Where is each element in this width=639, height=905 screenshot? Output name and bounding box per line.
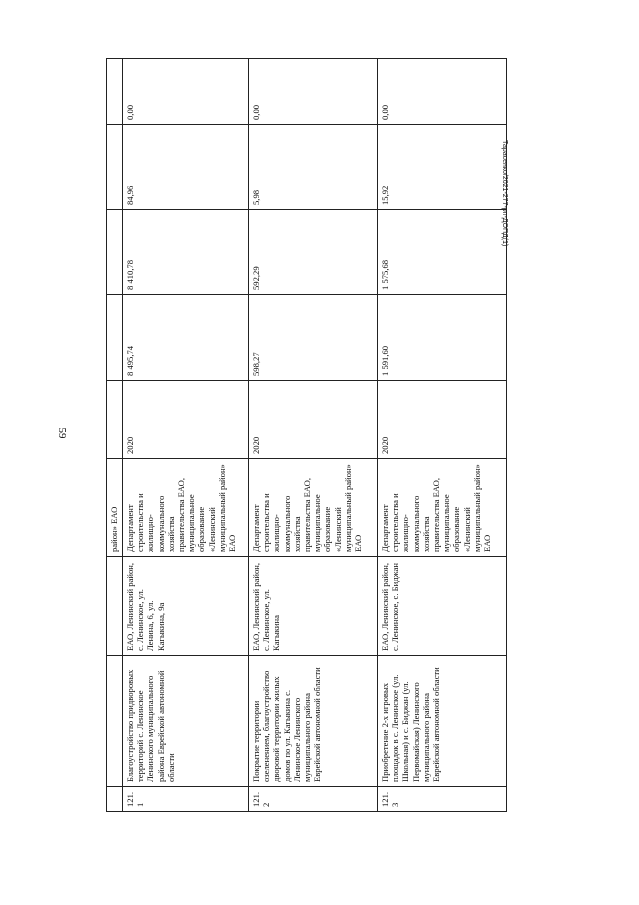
page-number: 59	[56, 427, 68, 439]
object-location: ЕАО, Ленинский район, с. Ленинское, ул. Ленина, 6, ул. Кагыкина, 9а	[123, 557, 249, 656]
value-cell: 84,96	[123, 125, 249, 210]
budget-table	[106, 58, 507, 812]
executor-cell: Департамент строительства и жилищно-коммунального хозяйства правительства ЕАО, муниципальное образование «Ленинский муниципальный район» ЕАО	[123, 459, 249, 557]
table-row	[123, 59, 249, 812]
continued-row	[107, 59, 123, 812]
value-cell: 15,92	[378, 125, 507, 210]
value-cell: 1 575,68	[378, 210, 507, 295]
table-row	[378, 59, 507, 812]
object-location: ЕАО, Ленинский район, с. Ленинское, ул. Кагыкина	[249, 557, 378, 656]
year-cell: 2020	[249, 381, 378, 459]
table-row	[249, 59, 378, 812]
value-cell: 592,29	[249, 210, 378, 295]
total-cell: 598,27	[249, 295, 378, 381]
total-cell: 8 495,74	[123, 295, 249, 381]
rotated-table-wrapper	[106, 59, 506, 812]
document-footer: Тарасенко/2021-277-рп-ДОПД(1)	[501, 140, 508, 247]
year-cell: 2020	[378, 381, 507, 459]
object-name: Покрытие территории озеленением, благоустройство дворовой территории жилых домов по ул. Кагыкина с. Ленинское Ленинского муниципального района Еврейской автономной области	[249, 656, 378, 787]
object-name: Приобретение 2-х игровых площадок в с. Ленинское (ул. Школьная) и с. Биджан (ул. Первомайская) Ленинского муниципального района Еврейской автономной области	[378, 656, 507, 787]
row-number: 121.2	[249, 787, 378, 812]
value-cell: 0,00	[378, 59, 507, 125]
value-cell: 5,98	[249, 125, 378, 210]
row-number: 121.3	[378, 787, 507, 812]
object-name: Благоустройство придворовых территорий с. Ленинское Ленинского муниципального района Еврейской автономной области	[123, 656, 249, 787]
year-cell: 2020	[123, 381, 249, 459]
executor-cell: Департамент строительства и жилищно-коммунального хозяйства правительства ЕАО, муниципальное образование «Ленинский муниципальный район» ЕАО	[249, 459, 378, 557]
object-location: ЕАО, Ленинский район, с. Ленинское, с. Биджан	[378, 557, 507, 656]
value-cell: 0,00	[249, 59, 378, 125]
executor-cell: Департамент строительства и жилищно-коммунального хозяйства правительства ЕАО, муниципальное образование «Ленинский муниципальный район» ЕАО	[378, 459, 507, 557]
executor-cell: район» ЕАО	[107, 459, 123, 557]
row-number: 121.1	[123, 787, 249, 812]
value-cell: 0,00	[123, 59, 249, 125]
value-cell: 8 410,78	[123, 210, 249, 295]
total-cell: 1 591,60	[378, 295, 507, 381]
